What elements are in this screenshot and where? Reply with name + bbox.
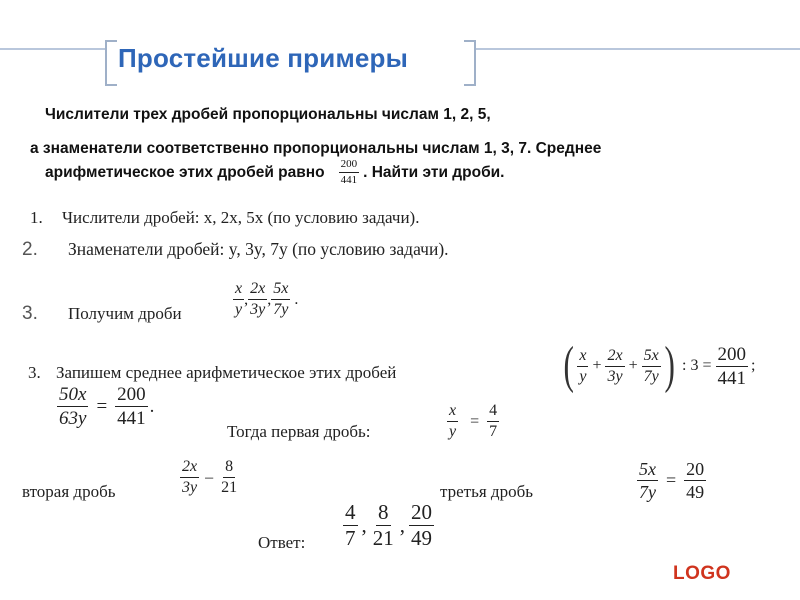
first-fraction-equation — [447, 403, 499, 440]
step-3-fractions — [233, 281, 298, 318]
step-2 — [22, 239, 449, 261]
third-frac-a-den: 7y — [639, 482, 656, 502]
second-frac-b-den: 21 — [221, 479, 238, 496]
first-frac-a-num: x — [447, 403, 458, 422]
then-first-label: Тогда первая дробь: — [227, 422, 371, 441]
third-frac-a-num: 5x — [639, 459, 656, 479]
page-title: Простейшие примеры — [118, 43, 409, 73]
answer-frac-2-num: 8 — [378, 500, 389, 524]
step-1 — [30, 208, 419, 228]
comma: , — [399, 513, 405, 537]
answer-frac-3-den: 49 — [411, 526, 432, 550]
paren-open: ( — [563, 337, 574, 394]
divide-by-3: : 3 = — [682, 357, 712, 374]
second-frac-b-num: 8 — [223, 459, 235, 478]
fraction-1-den: y — [235, 301, 243, 318]
mean-frac-1-num: x — [577, 348, 588, 367]
mean-result-num: 200 — [717, 343, 747, 365]
mean-frac-3-num: 5x — [642, 348, 661, 367]
second-fraction-equation — [180, 459, 239, 496]
mean-frac-3-den: 7y — [643, 367, 659, 385]
second-frac-b — [219, 459, 239, 496]
period: . — [149, 395, 155, 417]
fraction-2 — [248, 281, 267, 318]
answer-frac-1-num: 4 — [345, 500, 356, 524]
second-label: вторая дробь — [22, 482, 116, 501]
third-frac-b-den: 49 — [686, 482, 705, 502]
step-4-text: Запишем среднее арифметическое этих дробей — [56, 363, 397, 382]
equals: = — [470, 412, 480, 430]
fraction-3-num: 5x — [271, 281, 290, 300]
problem-line-3-text: арифметическое этих дробей равно — [45, 163, 325, 181]
fraction-1 — [233, 281, 244, 318]
equals: = — [96, 395, 108, 417]
reduced-frac-num: 50x — [59, 384, 87, 405]
fraction-3-den: 7y — [273, 301, 289, 318]
mean-equation — [560, 337, 756, 394]
first-frac-a — [447, 403, 458, 440]
step-1-marker: 1. — [30, 208, 43, 227]
reduced-equation — [57, 385, 154, 428]
fraction-2-num: 2x — [248, 281, 267, 300]
mean-frac-2 — [605, 348, 624, 385]
step-1-text: Числители дробей: x, 2x, 5x (по условию задачи). — [62, 208, 420, 227]
first-frac-b-den: 7 — [489, 423, 498, 440]
mean-frac-1-den: y — [579, 367, 587, 385]
fraction-3 — [271, 281, 290, 318]
logo: LOGO — [673, 563, 731, 584]
answer-frac-2 — [371, 502, 396, 549]
given-fraction-den: 441 — [340, 174, 358, 186]
answer-frac-3-num: 20 — [411, 500, 432, 524]
third-frac-b-num: 20 — [686, 459, 705, 479]
third-frac-a — [637, 460, 658, 501]
reduced-frac-den: 63y — [59, 408, 87, 429]
problem-line-1: Числители трех дробей пропорциональны числам 1, 2, 5, — [45, 106, 491, 123]
equals: = — [666, 470, 677, 490]
mean-frac-1 — [577, 348, 588, 385]
given-fraction-num: 200 — [339, 159, 360, 173]
period: . — [294, 290, 299, 308]
step-4 — [28, 363, 396, 383]
mean-result — [716, 345, 749, 388]
answer-frac-3 — [409, 502, 434, 549]
second-frac-a-den: 3y — [182, 479, 198, 496]
problem-line-2: а знаменатели соответственно пропорциональны числам 1, 3, 7. Среднее — [30, 140, 602, 157]
second-frac-a-num: 2x — [180, 459, 199, 478]
reduced-value-den: 441 — [117, 408, 146, 429]
paren-close: ) — [664, 337, 675, 394]
answer-frac-1-den: 7 — [345, 526, 356, 550]
third-frac-b — [684, 460, 706, 501]
title-line-right — [476, 48, 800, 50]
answer-frac-2-den: 21 — [372, 526, 394, 550]
fraction-2-den: 3y — [250, 301, 266, 318]
dash: – — [205, 468, 214, 486]
answer-label: Ответ: — [258, 533, 306, 552]
second-frac-a — [180, 459, 199, 496]
reduced-value — [115, 385, 148, 428]
reduced-value-num: 200 — [117, 384, 146, 405]
problem-line-3 — [45, 159, 504, 186]
step-3 — [22, 303, 182, 325]
step-2-text: Знаменатели дробей: y, 3y, 7y (по условию задачи). — [68, 239, 449, 259]
answer-fractions — [343, 502, 434, 549]
mean-frac-2-den: 3y — [607, 367, 623, 385]
comma: , — [244, 290, 249, 308]
mean-result-den: 441 — [717, 367, 747, 389]
plus: + — [592, 357, 602, 374]
answer-frac-1 — [343, 502, 358, 549]
mean-frac-2-num: 2x — [605, 348, 624, 367]
title-line-left — [0, 48, 105, 50]
comma: , — [361, 513, 367, 537]
problem-line-3-end: . Найти эти дроби. — [363, 163, 505, 181]
reduced-frac — [57, 385, 88, 428]
step-2-marker: 2. — [22, 239, 38, 260]
fraction-1-num: x — [233, 281, 244, 300]
third-label: третья дробь — [440, 482, 533, 501]
third-fraction-equation — [637, 460, 706, 501]
plus: + — [628, 357, 638, 374]
step-3-text: Получим дроби — [68, 304, 182, 323]
semicolon: ; — [751, 357, 756, 374]
title-bracket-right — [464, 40, 476, 86]
mean-frac-3 — [642, 348, 661, 385]
comma: , — [267, 290, 272, 308]
step-4-marker: 3. — [28, 363, 41, 382]
first-frac-b-num: 4 — [487, 403, 499, 422]
title-bracket-left — [105, 40, 117, 86]
first-frac-a-den: y — [449, 423, 457, 440]
first-frac-b — [487, 403, 499, 440]
step-3-marker: 3. — [22, 303, 38, 324]
given-fraction — [339, 159, 360, 186]
